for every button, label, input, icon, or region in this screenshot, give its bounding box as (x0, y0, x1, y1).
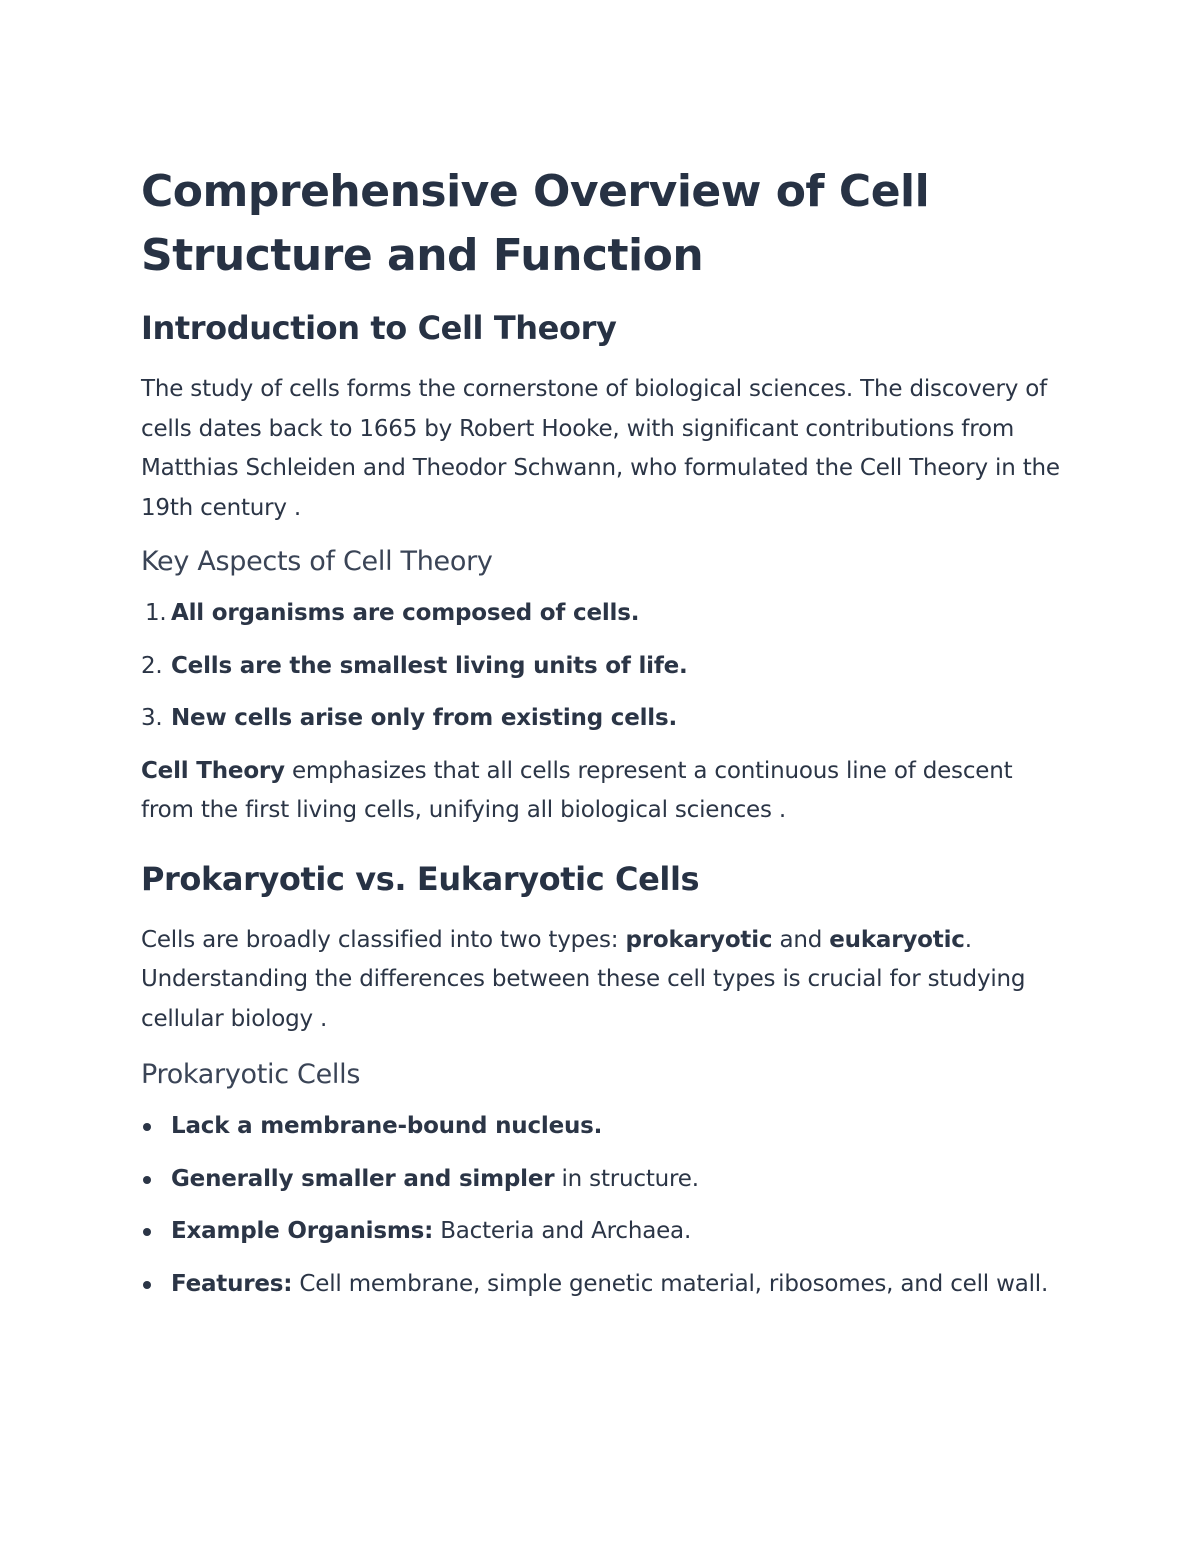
cell-theory-summary (141, 752, 1061, 831)
list-item-text: New cells arise only from existing cells. (171, 705, 677, 731)
summary-text: emphasizes that all cells represent a continuous line of descent from the first living cells, unifying all biological sciences . (141, 757, 1013, 823)
key-aspects-list (141, 594, 1061, 739)
list-item (141, 1265, 1061, 1305)
section-heading-cell-types: Prokaryotic vs. Eukaryotic Cells (141, 859, 700, 898)
summary-bold-term: Cell Theory (141, 757, 285, 784)
document-page (141, 160, 1061, 1304)
list-item-bold: Generally smaller and simpler (171, 1165, 555, 1192)
list-item-text: in structure. (554, 1165, 699, 1192)
cell-types-paragraph (141, 921, 1061, 1040)
list-item-bold: Example Organisms: (171, 1218, 434, 1244)
list-number: 2. (141, 652, 163, 679)
subheading-prokaryotic: Prokaryotic Cells (141, 1059, 361, 1090)
list-item (141, 1107, 1061, 1147)
list-number: 1. (145, 600, 167, 626)
list-item (141, 647, 1061, 687)
list-item-bold: Features: (171, 1270, 293, 1297)
list-item-bold: Lack a membrane-bound nucleus. (171, 1113, 603, 1139)
list-item-text: Cell membrane, simple genetic material, ribosomes, and cell wall. (292, 1270, 1049, 1297)
list-item-text: Bacteria and Archaea. (433, 1218, 692, 1244)
paragraph-text: Cells are broadly classified into two types: (141, 926, 626, 953)
bullet-icon (143, 1281, 151, 1289)
bullet-icon (143, 1228, 151, 1236)
bold-term-eukaryotic: eukaryotic (829, 926, 965, 953)
bullet-icon (143, 1123, 151, 1131)
prokaryotic-list (141, 1107, 1061, 1304)
paragraph-text: . Understanding the differences between these cell types is crucial for studying cellular biology . (141, 926, 1026, 1032)
list-item (141, 1212, 1061, 1252)
document-title: Comprehensive Overview of Cell Structure and Function (141, 166, 930, 281)
paragraph-text: and (772, 926, 830, 953)
list-item (141, 594, 1061, 634)
bold-term-prokaryotic: prokaryotic (625, 926, 773, 953)
list-number: 3. (141, 705, 163, 731)
subheading-key-aspects: Key Aspects of Cell Theory (141, 546, 493, 577)
intro-paragraph: The study of cells forms the cornerstone of biological sciences. The discovery of cells dates back to 1665 by Robert Hooke, with significant contributions from Matthias Schleiden and Theodor Schwann, who formulated the Cell Theory in the 19th century . (141, 376, 1060, 521)
list-item-text: All organisms are composed of cells. (171, 600, 640, 626)
section-heading-intro: Introduction to Cell Theory (141, 309, 617, 347)
list-item (141, 699, 1061, 739)
bullet-icon (143, 1176, 151, 1184)
list-item (141, 1160, 1061, 1200)
list-item-text: Cells are the smallest living units of life. (171, 652, 688, 679)
